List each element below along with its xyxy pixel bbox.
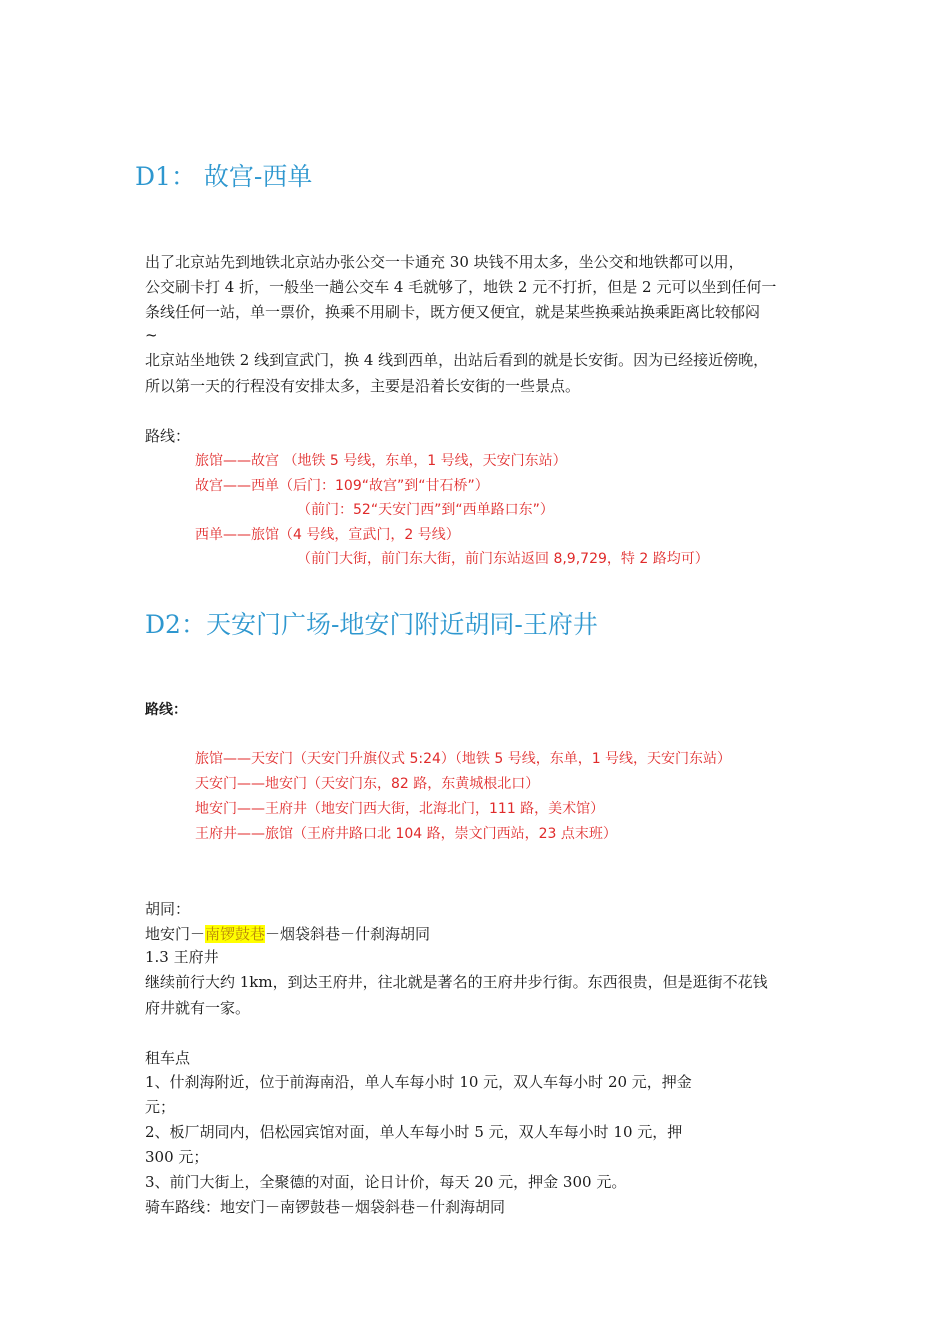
d2-heading: D2：天安门广场-地安门附近胡同-王府井 xyxy=(145,610,598,639)
d2-route-item: 天安门——地安门（天安门东，82 路，东黄城根北口） xyxy=(195,776,540,792)
bike-route: 骑车路线：地安门－南锣鼓巷－烟袋斜巷－什刹海胡同 xyxy=(145,1198,506,1216)
wfj-section-title: 1.3 王府井 xyxy=(145,948,219,966)
d2-route-label: 路线： xyxy=(145,702,187,718)
rental-label: 租车点 xyxy=(145,1049,191,1067)
d1-route-item: （前门大街，前门东大街，前门东站返回 8,9,729，特 2 路均可） xyxy=(297,551,709,567)
d1-intro-line: 所以第一天的行程没有安排太多，主要是沿着长安街的一些景点。 xyxy=(145,377,581,395)
highlighted-place: 南锣鼓巷 xyxy=(205,925,266,943)
rental-line: 1、什刹海附近，位于前海南沿，单人车每小时 10 元，双人车每小时 20 元，押金 xyxy=(145,1073,692,1091)
d1-heading: D1： 故宫-西单 xyxy=(135,162,313,191)
rental-line: 2、板厂胡同内，侣松园宾馆对面，单人车每小时 5 元，双人车每小时 10 元，押 xyxy=(145,1123,683,1141)
d1-intro-line: 公交刷卡打 4 折，一般坐一趟公交车 4 毛就够了，地铁 2 元不打折，但是 2 元可以坐到任何一 xyxy=(145,278,777,296)
d1-intro-line: ~ xyxy=(145,326,158,344)
wfj-text-line: 继续前行大约 1km，到达王府井，往北就是著名的王府井步行街。东西很贵，但是逛街不花钱 xyxy=(145,973,768,991)
d1-route-item: 故宫——西单（后门：109“故宫”到“甘石桥”） xyxy=(195,478,489,494)
d2-route-item: 王府井——旅馆（王府井路口北 104 路，崇文门西站，23 点末班） xyxy=(195,826,617,842)
d1-route-item: （前门：52“天安门西”到“西单路口东”） xyxy=(297,502,554,518)
hutong-route-start: 地安门－ xyxy=(145,925,206,943)
rental-line: 300 元； xyxy=(145,1148,209,1166)
d2-route-item: 旅馆——天安门（天安门升旗仪式 5:24）（地铁 5 号线，东单，1 号线，天安门东站） xyxy=(195,751,732,767)
d1-intro-line: 条线任何一站，单一票价，换乘不用刷卡，既方便又便宜，就是某些换乘站换乘距离比较郁闷 xyxy=(145,303,761,321)
hutong-route xyxy=(145,924,430,944)
hutong-route-rest: －烟袋斜巷－什刹海胡同 xyxy=(265,925,431,943)
d1-route-item: 旅馆——故宫 （地铁 5 号线，东单，1 号线，天安门东站） xyxy=(195,453,567,469)
rental-line: 3、前门大街上，全聚德的对面，论日计价，每天 20 元，押金 300 元。 xyxy=(145,1173,627,1191)
rental-line: 元； xyxy=(145,1098,176,1116)
wfj-text-line: 府井就有一家。 xyxy=(145,999,251,1017)
d1-route-label: 路线： xyxy=(145,427,191,445)
d1-intro-line: 出了北京站先到地铁北京站办张公交一卡通充 30 块钱不用太多，坐公交和地铁都可以用， xyxy=(145,253,744,271)
d2-route-item: 地安门——王府井（地安门西大街，北海北门，111 路，美术馆） xyxy=(195,801,605,817)
d1-intro-line: 北京站坐地铁 2 线到宣武门，换 4 线到西单，出站后看到的就是长安街。因为已经接近傍晚， xyxy=(145,351,769,369)
hutong-label: 胡同： xyxy=(145,900,191,918)
d1-route-item: 西单——旅馆（4 号线，宣武门，2 号线） xyxy=(195,527,460,543)
